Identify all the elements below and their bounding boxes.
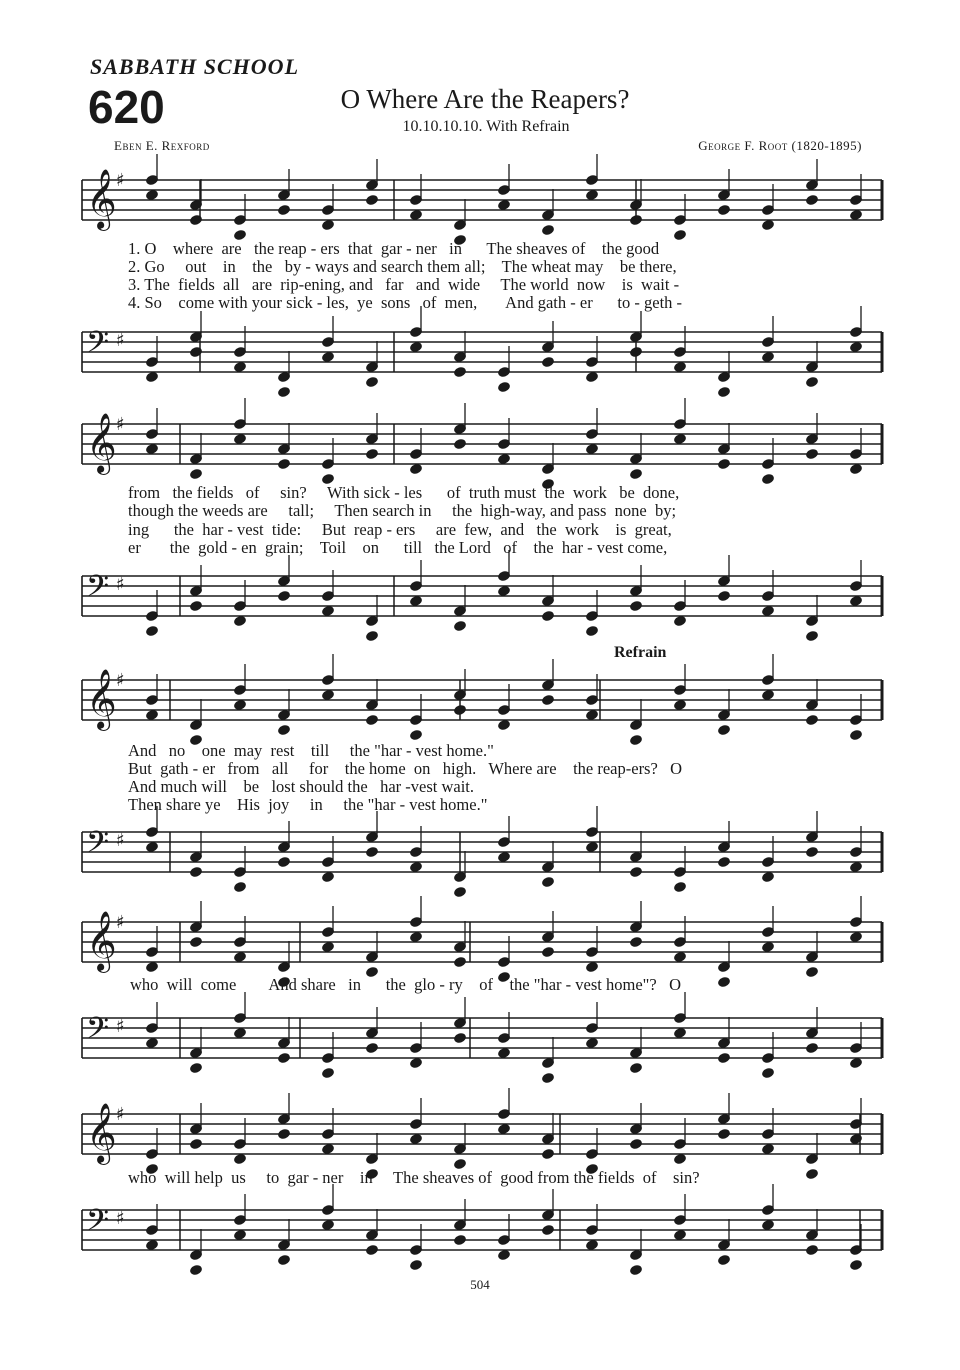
note-head bbox=[189, 936, 203, 949]
note-head bbox=[805, 1244, 819, 1257]
treble-staff bbox=[0, 670, 960, 740]
lyrics-verse-4: er the gold - en grain; Toil on till the Lord of the har - vest come, bbox=[128, 538, 668, 557]
note-head bbox=[541, 224, 555, 237]
note-head bbox=[629, 468, 643, 481]
note-head bbox=[805, 966, 819, 979]
lyrics-refrain: who will help us to gar - ner in The sheaves of good from the fields of sin? bbox=[128, 1168, 700, 1187]
sharp-icon: ♯ bbox=[116, 414, 125, 435]
note-head bbox=[365, 448, 379, 461]
note-head bbox=[189, 1138, 203, 1151]
note-head bbox=[629, 936, 643, 949]
author-credit: Eben E. Rexford bbox=[114, 138, 210, 153]
composer-credit: George F. Root (1820-1895) bbox=[698, 138, 862, 153]
bass-clef-icon: 𝄢 bbox=[86, 326, 110, 367]
sharp-icon: ♯ bbox=[116, 170, 125, 191]
note-head bbox=[409, 1259, 423, 1272]
note-head bbox=[365, 1244, 379, 1257]
note-head bbox=[761, 473, 775, 486]
lyrics-verse-3: And much will be lost should the har -vest wait. bbox=[128, 777, 474, 796]
sharp-icon: ♯ bbox=[116, 912, 125, 933]
note-head bbox=[761, 1067, 775, 1080]
lyrics-verse-1: from the fields of sin? With sick - les of truth must the work be done, bbox=[128, 483, 680, 502]
treble-clef-icon: 𝄞 bbox=[86, 413, 117, 473]
note-head bbox=[453, 704, 467, 717]
note-head bbox=[497, 381, 511, 394]
bass-staff bbox=[0, 1200, 960, 1270]
note-head bbox=[629, 346, 643, 359]
note-head bbox=[453, 1032, 467, 1045]
note-head bbox=[805, 630, 819, 643]
bass-clef-icon: 𝄢 bbox=[86, 1204, 110, 1245]
sharp-icon: ♯ bbox=[116, 574, 125, 595]
note-head bbox=[717, 1052, 731, 1065]
note-head bbox=[409, 729, 423, 742]
lyrics-verse-3: 3. The fields all are rip-ening, and far and wide The world now is wait - bbox=[128, 275, 680, 294]
note-head bbox=[365, 376, 379, 389]
note-head bbox=[629, 1062, 643, 1075]
note-head bbox=[629, 1264, 643, 1277]
note-head bbox=[277, 1128, 291, 1141]
note-head bbox=[805, 714, 819, 727]
note-head bbox=[365, 1042, 379, 1055]
note-head bbox=[453, 366, 467, 379]
sharp-icon: ♯ bbox=[116, 830, 125, 851]
lyrics-verse-2: though the weeds are tall; Then search in the high-way, and pass none by; bbox=[128, 501, 677, 520]
note-head bbox=[365, 714, 379, 727]
note-head bbox=[453, 1234, 467, 1247]
hymn-meter: 10.10.10.10. With Refrain bbox=[402, 118, 570, 135]
note-head bbox=[189, 1062, 203, 1075]
treble-staff bbox=[0, 912, 960, 982]
note-head bbox=[541, 876, 555, 889]
lyrics-verse-2: 2. Go out in the by - ways and search them all; The wheat may be there, bbox=[128, 257, 677, 276]
note-head bbox=[805, 1042, 819, 1055]
lyrics-verse-1: 1. O where are the reap - ers that gar - ner in The sheaves of the good bbox=[128, 239, 660, 258]
sharp-icon: ♯ bbox=[116, 330, 125, 351]
bass-clef-icon: 𝄢 bbox=[86, 826, 110, 867]
refrain-label: Refrain bbox=[614, 644, 667, 661]
note-head bbox=[277, 590, 291, 603]
note-head bbox=[629, 734, 643, 747]
note-head bbox=[849, 729, 863, 742]
note-head bbox=[145, 625, 159, 638]
note-head bbox=[189, 600, 203, 613]
note-head bbox=[541, 1148, 555, 1161]
note-head bbox=[629, 214, 643, 227]
note-head bbox=[717, 856, 731, 869]
note-head bbox=[189, 1264, 203, 1277]
note-head bbox=[805, 194, 819, 207]
note-head bbox=[365, 846, 379, 859]
note-head bbox=[321, 1067, 335, 1080]
note-head bbox=[717, 590, 731, 603]
note-head bbox=[717, 1254, 731, 1267]
note-head bbox=[277, 204, 291, 217]
bass-staff bbox=[0, 322, 960, 392]
lyrics-verse-3: ing the har - vest tide: But reap - ers are few, and the work is great, bbox=[128, 520, 672, 539]
page-number: 504 bbox=[470, 1277, 490, 1292]
note-head bbox=[717, 204, 731, 217]
note-head bbox=[541, 1224, 555, 1237]
note-head bbox=[585, 625, 599, 638]
note-head bbox=[673, 881, 687, 894]
section-label: SABBATH SCHOOL bbox=[90, 54, 300, 79]
sharp-icon: ♯ bbox=[116, 1208, 125, 1229]
note-head bbox=[189, 346, 203, 359]
note-head bbox=[717, 976, 731, 989]
note-head bbox=[277, 1254, 291, 1267]
lyrics-verse-4: Then share ye His joy in the "har - vest home." bbox=[128, 795, 488, 814]
note-head bbox=[673, 229, 687, 242]
treble-clef-icon: 𝄞 bbox=[86, 669, 117, 729]
note-head bbox=[717, 458, 731, 471]
note-head bbox=[453, 886, 467, 899]
note-head bbox=[541, 694, 555, 707]
note-head bbox=[541, 610, 555, 623]
bass-staff bbox=[0, 566, 960, 636]
note-head bbox=[277, 856, 291, 869]
bass-clef-icon: 𝄢 bbox=[86, 1012, 110, 1053]
note-head bbox=[189, 214, 203, 227]
lyrics-verse-1: And no one may rest till the "har - vest home." bbox=[128, 741, 494, 760]
treble-clef-icon: 𝄞 bbox=[86, 1103, 117, 1163]
bass-staff bbox=[0, 822, 960, 892]
note-head bbox=[277, 458, 291, 471]
note-head bbox=[189, 468, 203, 481]
treble-clef-icon: 𝄞 bbox=[86, 911, 117, 971]
note-head bbox=[365, 194, 379, 207]
treble-clef-icon: 𝄞 bbox=[86, 169, 117, 229]
note-head bbox=[849, 1259, 863, 1272]
note-head bbox=[541, 356, 555, 369]
note-head bbox=[453, 956, 467, 969]
note-head bbox=[717, 1128, 731, 1141]
lyrics-verse-2: But gath - er from all for the home on high. Where are the reap-ers? O bbox=[128, 759, 683, 778]
sharp-icon: ♯ bbox=[116, 1104, 125, 1125]
note-head bbox=[453, 438, 467, 451]
note-head bbox=[541, 1072, 555, 1085]
hymn-number: 620 bbox=[88, 81, 165, 133]
note-head bbox=[453, 620, 467, 633]
note-head bbox=[233, 881, 247, 894]
note-head bbox=[365, 630, 379, 643]
treble-staff bbox=[0, 1104, 960, 1174]
note-head bbox=[189, 866, 203, 879]
note-head bbox=[805, 846, 819, 859]
lyrics-refrain: who will come And share in the glo - ry of the "har - vest home"? O bbox=[130, 975, 681, 994]
note-head bbox=[629, 1138, 643, 1151]
note-head bbox=[277, 724, 291, 737]
treble-staff bbox=[0, 170, 960, 240]
treble-staff bbox=[0, 414, 960, 484]
lyrics-verse-4: 4. So come with your sick - les, ye sons of men, And gath - er to - geth - bbox=[128, 293, 683, 312]
bass-clef-icon: 𝄢 bbox=[86, 570, 110, 611]
note-head bbox=[805, 448, 819, 461]
note-head bbox=[277, 386, 291, 399]
note-head bbox=[805, 376, 819, 389]
note-head bbox=[277, 1052, 291, 1065]
bass-staff bbox=[0, 1008, 960, 1078]
note-head bbox=[805, 1168, 819, 1181]
note-head bbox=[629, 866, 643, 879]
hymn-title: O Where Are the Reapers? bbox=[340, 84, 630, 114]
note-head bbox=[541, 946, 555, 959]
note-head bbox=[717, 386, 731, 399]
note-head bbox=[629, 600, 643, 613]
sharp-icon: ♯ bbox=[116, 670, 125, 691]
note-head bbox=[717, 724, 731, 737]
sharp-icon: ♯ bbox=[116, 1016, 125, 1037]
